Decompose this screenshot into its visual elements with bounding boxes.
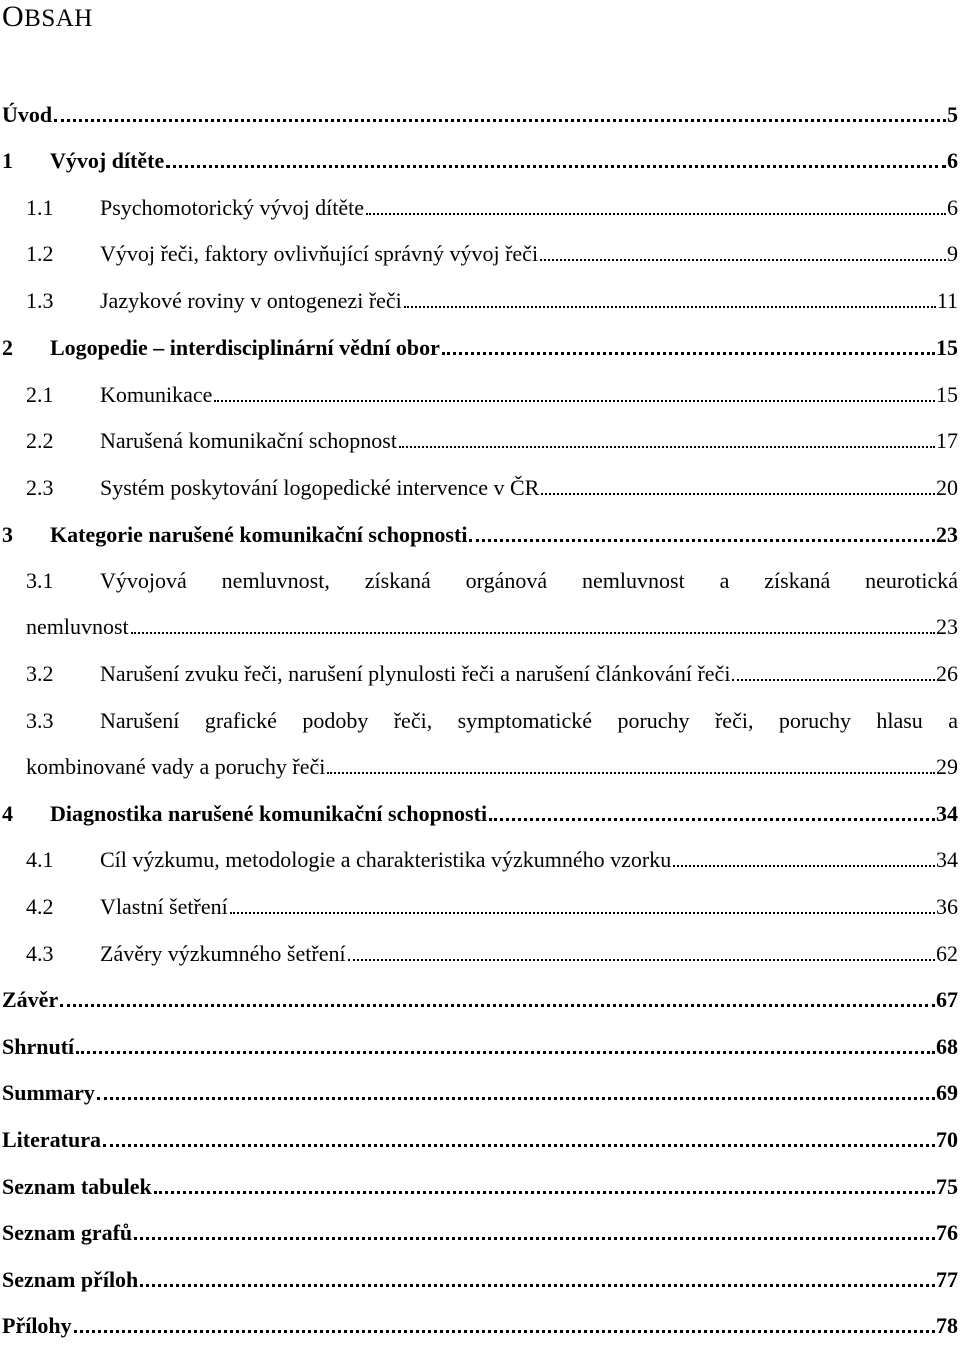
toc-entry-text-line1: Narušení grafické podoby řeči, symptomatické poruchy řeči, poruchy hlasu a xyxy=(100,708,958,733)
toc-entry-text: Systém poskytování logopedické intervence v ČR xyxy=(100,473,541,503)
toc-entry-page: 78 xyxy=(935,1311,958,1341)
toc-entry-page: 36 xyxy=(935,892,958,922)
dot-leader xyxy=(230,912,935,914)
toc-entry-page: 23 xyxy=(935,520,958,550)
dot-leader xyxy=(97,1097,935,1100)
toc-entry-page: 15 xyxy=(935,333,958,363)
toc-entry-number: 4 xyxy=(2,801,13,826)
dot-leader xyxy=(60,1004,935,1007)
toc-entry-text: Vlastní šetření xyxy=(100,892,230,922)
toc-entry-literatura[interactable] xyxy=(0,1125,958,1155)
toc-entry-text: Narušená komunikační schopnost xyxy=(100,426,399,456)
toc-entry-prilohy[interactable] xyxy=(0,1311,958,1341)
toc-entry-text: Kategorie narušené komunikační schopnosti xyxy=(50,520,469,550)
page-title-initial: O xyxy=(2,0,25,33)
toc-entry-page: 9 xyxy=(946,239,958,269)
toc-entry-number: 2.2 xyxy=(26,428,54,453)
dot-leader xyxy=(134,1237,935,1240)
toc-entry-page: 67 xyxy=(935,985,958,1015)
toc-entry-3-3-line1 xyxy=(26,706,958,736)
toc-entry-1-2[interactable] xyxy=(0,239,958,269)
toc-entry-zaver[interactable] xyxy=(0,985,958,1015)
toc-entry-page: 29 xyxy=(935,752,958,782)
toc-entry-number: 3 xyxy=(2,522,13,547)
toc-entry-text: Diagnostika narušené komunikační schopnosti xyxy=(50,799,489,829)
toc-entry-seznam-grafu[interactable] xyxy=(0,1218,958,1248)
toc-entry-2-1[interactable] xyxy=(0,380,958,410)
toc-entry-shrnuti[interactable] xyxy=(0,1032,958,1062)
toc-entry-1-1[interactable] xyxy=(0,193,958,223)
toc-entry-chapter-3[interactable] xyxy=(0,520,958,550)
toc-entry-seznam-tabulek[interactable] xyxy=(0,1172,958,1202)
dot-leader xyxy=(154,1191,935,1194)
toc-entry-text: Literatura xyxy=(2,1125,103,1155)
toc-entry-2-3[interactable] xyxy=(0,473,958,503)
toc-entry-seznam-priloh[interactable] xyxy=(0,1265,958,1295)
toc-entry-text: Seznam příloh xyxy=(2,1265,140,1295)
toc-entry-4-2[interactable] xyxy=(0,892,958,922)
dot-leader xyxy=(404,306,936,308)
toc-entry-page: 68 xyxy=(935,1032,958,1062)
toc-entry-text: Summary xyxy=(2,1078,97,1108)
dot-leader xyxy=(54,119,946,122)
toc-entry-number: 4.2 xyxy=(26,894,54,919)
dot-leader xyxy=(214,400,935,402)
toc-entry-3-1-line1 xyxy=(26,566,958,596)
dot-leader xyxy=(540,259,946,261)
toc-entry-3-3[interactable] xyxy=(0,752,958,782)
toc-entry-4-3[interactable] xyxy=(0,939,958,969)
dot-leader xyxy=(399,446,935,448)
dot-leader xyxy=(140,1284,935,1287)
dot-leader xyxy=(348,959,935,961)
toc-entry-page: 34 xyxy=(935,799,958,829)
toc-entry-chapter-2[interactable] xyxy=(0,333,958,363)
dot-leader xyxy=(327,772,935,774)
toc-entry-number: 3.3 xyxy=(26,708,54,733)
toc-entry-page: 11 xyxy=(936,286,958,316)
toc-entry-text: Přílohy xyxy=(2,1311,74,1341)
toc-entry-number: 1.3 xyxy=(26,288,54,313)
toc-entry-text: Úvod xyxy=(2,100,54,130)
dot-leader xyxy=(732,679,935,681)
toc-entry-text: Cíl výzkumu, metodologie a charakteristika výzkumného vzorku xyxy=(100,845,673,875)
toc-entry-number: 1.2 xyxy=(26,241,54,266)
toc-entry-page: 6 xyxy=(946,193,958,223)
toc-entry-text: Narušení zvuku řeči, narušení plynulosti řeči a narušení článkování řeči xyxy=(100,659,732,689)
toc-entry-number: 2.3 xyxy=(26,475,54,500)
dot-leader xyxy=(166,165,946,168)
toc-entry-3-1[interactable] xyxy=(0,612,958,642)
toc-entry-4-1[interactable] xyxy=(0,845,958,875)
toc-entry-1-3[interactable] xyxy=(0,286,958,316)
dot-leader xyxy=(442,352,935,355)
toc-entry-text: Vývoj řeči, faktory ovlivňující správný vývoj řeči xyxy=(100,239,540,269)
toc-entry-page: 34 xyxy=(935,845,958,875)
dot-leader xyxy=(366,213,946,215)
toc-entry-page: 23 xyxy=(935,612,958,642)
toc-entry-text: Shrnutí xyxy=(2,1032,76,1062)
toc-entry-text-line1: Vývojová nemluvnost, získaná orgánová nemluvnost a získaná neurotická xyxy=(100,568,958,593)
dot-leader xyxy=(103,1144,935,1147)
toc-entry-page: 26 xyxy=(935,659,958,689)
toc-entry-number: 2.1 xyxy=(26,382,54,407)
toc-entry-page: 69 xyxy=(935,1078,958,1108)
toc-entry-uvod[interactable] xyxy=(0,100,958,130)
toc-entry-page: 62 xyxy=(935,939,958,969)
page-title-rest: BSAH xyxy=(24,5,93,32)
dot-leader xyxy=(131,632,935,634)
toc-entry-chapter-1[interactable] xyxy=(0,146,958,176)
toc-entry-number: 4.1 xyxy=(26,847,54,872)
dot-leader xyxy=(74,1330,935,1333)
toc-entry-3-2[interactable] xyxy=(0,659,958,689)
toc-entry-page: 75 xyxy=(935,1172,958,1202)
toc-entry-text: Logopedie – interdisciplinární vědní obor xyxy=(50,333,442,363)
toc-entry-text: Seznam grafů xyxy=(2,1218,134,1248)
toc-entry-text: Psychomotorický vývoj dítěte xyxy=(100,193,366,223)
toc-entry-text: nemluvnost xyxy=(26,612,131,642)
toc-entry-page: 6 xyxy=(946,146,958,176)
toc-entry-number: 2 xyxy=(2,335,13,360)
toc-entry-page: 70 xyxy=(935,1125,958,1155)
toc-entry-page: 5 xyxy=(946,100,958,130)
toc-entry-page: 15 xyxy=(935,380,958,410)
toc-entry-text: kombinované vady a poruchy řeči xyxy=(26,752,327,782)
toc-entry-number: 1.1 xyxy=(26,195,54,220)
toc-entry-text: Jazykové roviny v ontogenezi řeči xyxy=(100,286,404,316)
page-title xyxy=(2,0,93,34)
toc-entry-text: Závěr xyxy=(2,985,60,1015)
toc-entry-chapter-4[interactable] xyxy=(0,799,958,829)
toc-entry-page: 20 xyxy=(935,473,958,503)
toc-entry-text: Závěry výzkumného šetření xyxy=(100,939,348,969)
toc-entry-number: 3.1 xyxy=(26,568,54,593)
dot-leader xyxy=(541,493,935,495)
toc-entry-2-2[interactable] xyxy=(0,426,958,456)
toc-entry-number: 4.3 xyxy=(26,941,54,966)
toc-entry-summary[interactable] xyxy=(0,1078,958,1108)
dot-leader xyxy=(469,539,935,542)
toc-entry-text: Komunikace xyxy=(100,380,214,410)
dot-leader xyxy=(489,818,935,821)
dot-leader xyxy=(673,865,935,867)
toc-entry-number: 1 xyxy=(2,148,13,173)
toc-entry-number: 3.2 xyxy=(26,661,54,686)
toc-entry-text: Vývoj dítěte xyxy=(50,146,166,176)
toc-entry-page: 76 xyxy=(935,1218,958,1248)
dot-leader xyxy=(76,1051,935,1054)
toc-entry-page: 77 xyxy=(935,1265,958,1295)
toc-entry-text: Seznam tabulek xyxy=(2,1172,154,1202)
toc-entry-page: 17 xyxy=(935,426,958,456)
